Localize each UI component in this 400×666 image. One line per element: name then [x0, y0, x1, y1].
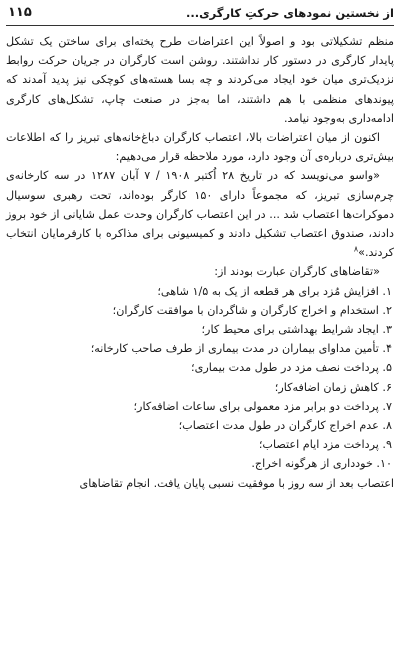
list-item: ۶. کاهش زمان اضافه‌کار؛	[274, 380, 392, 394]
list-item: ۲. استخدام و اخراج کارگران و شاگردان با موافقت کارگران؛	[112, 303, 392, 317]
page-body	[6, 32, 394, 493]
list-item: ۸. عدم اخراج کارگران در طول مدت اعتصاب؛	[178, 419, 392, 433]
list-item: ۴. تأمین مداوای بیماران در مدت بیماری از طرف صاحب کارخانه؛	[90, 342, 392, 356]
paragraph-2: اکنون از میان اعتراضات بالا، اعتصاب کارگران دباغ‌خانه‌های تبریز را که اطلاعات بیش‌تری درباره‌ی آن وجود دارد، مورد ملاحظه قرار می‌دهیم:	[6, 131, 394, 164]
quote-text: «واسو می‌نویسد که در تاریخ ۲۸ اُکتبر ۱۹۰۸ / ۷ آبان ۱۲۸۷ در سه کارخانه‌ی چرم‌سازی تبریز، که مجموعاً دارای ۱۵۰ کارگر بوده‌اند، تحت رهبری سوسیال دموکرات‌ها اعتصاب شد ... در این اعتصاب کارگران وحدت عمل شایانی از خود بروز دادند، صندوق اعتصاب تشکیل دادند و کمیسیونی برای مذاکره با کارفرمایان انتخاب کردند.»	[6, 169, 395, 260]
book-page	[6, 3, 394, 663]
demands-list	[6, 282, 394, 474]
list-item: ۵. پرداخت نصف مزد در طول مدت بیماری؛	[191, 361, 392, 375]
list-item: ۱۰. خودداری از هرگونه اخراج.	[251, 457, 392, 471]
list-item: ۷. پرداخت دو برابر مزد معمولی برای ساعات اضافه‌کار؛	[133, 399, 392, 413]
paragraph-1: منظم تشکیلاتی بود و اصولاً این اعتراضات طرح پخته‌ای برای ساختن یک تشکل پایدار کارگری در دستور کار نداشتند. روشن است کارگران در جریان حرکت روابط نزدیک‌تری میان خود ایجاد می‌کردند و چه بسا هسته‌های کوچکی نیز پدید آمدند که پیوندهای منظمی با هم داشتند، اما به‌جز در صنعت چاپ، تشکل‌های کارگری ادامه‌داری به‌وجود نیامد.	[6, 35, 394, 125]
closing-line: اعتصاب بعد از سه روز با موفقیت نسبی پایان یافت. انجام تقاضاهای	[79, 476, 394, 490]
running-header	[6, 3, 394, 26]
quote-paragraph	[6, 166, 394, 262]
demands-intro: «تقاضاهای کارگران عبارت بودند از:	[214, 265, 380, 279]
list-item: ۱. افزایش مُزد برای هر قطعه از یک به ۱/۵ شاهی؛	[157, 284, 392, 298]
list-item: ۹. پرداخت مزد ایام اعتصاب؛	[258, 438, 392, 452]
page-number: ۱۱۵	[8, 5, 32, 20]
list-item: ۳. ایجاد شرایط بهداشتی برای محیط کار؛	[201, 323, 392, 337]
footnote-marker: ۸	[353, 244, 359, 254]
running-title: از نخستین نمودهای حرکتِ کارگری...	[185, 6, 394, 20]
